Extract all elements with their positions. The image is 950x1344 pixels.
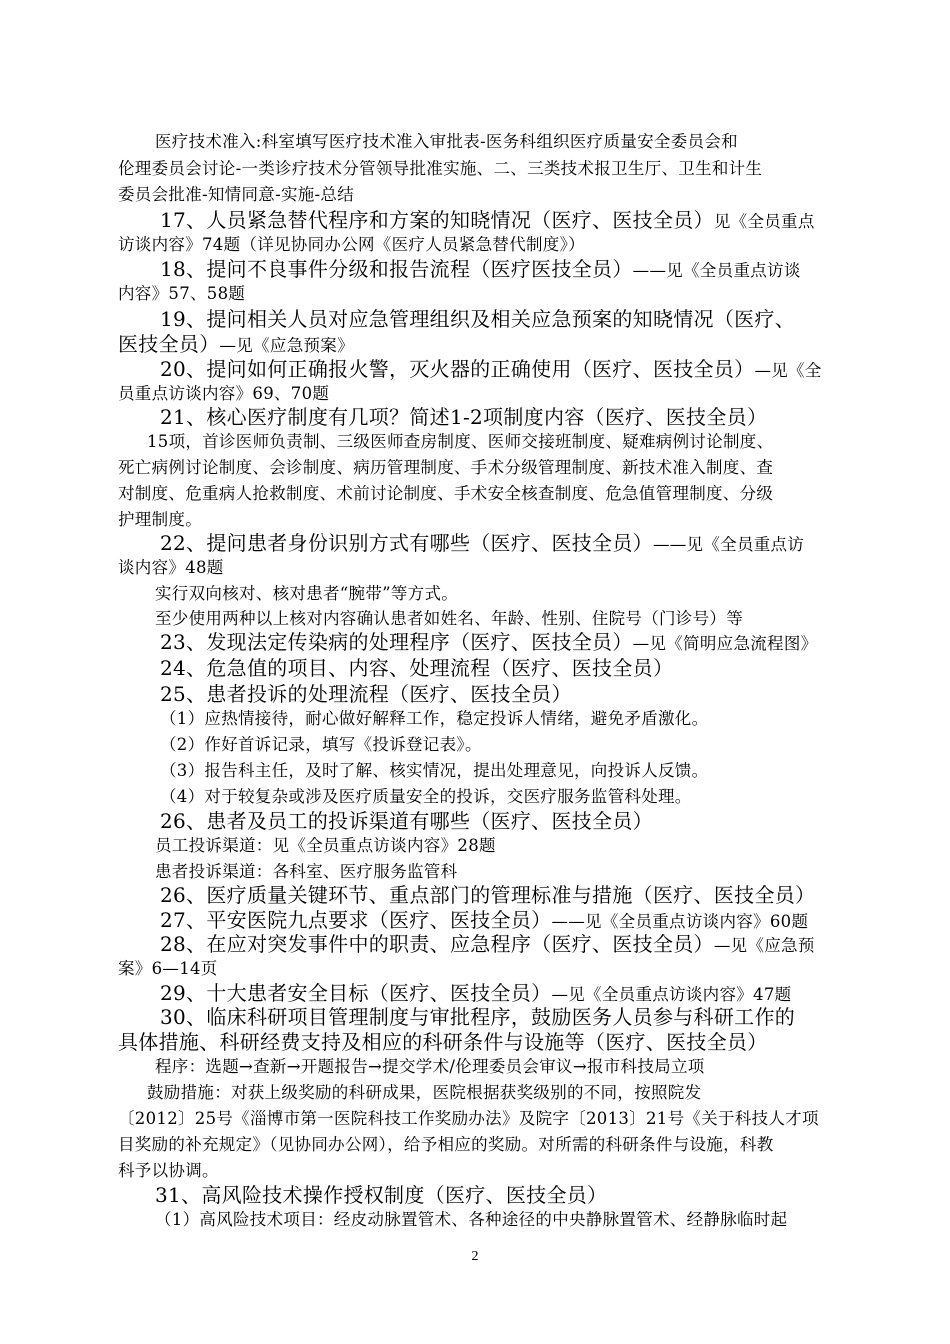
text-line: 死亡病例讨论制度、会诊制度、病历管理制度、手术分级管理制度、新技术准入制度、查 xyxy=(118,458,774,477)
question-25: 25、患者投诉的处理流程（医疗、医技全员） xyxy=(160,682,572,706)
text-line: 患者投诉渠道：各科室、医疗服务监管科 xyxy=(155,862,458,881)
question-26: 26、患者及员工的投诉渠道有哪些（医疗、医技全员） xyxy=(160,809,653,833)
text-line: （1）应热情接待，耐心做好解释工作，稳定投诉人情绪，避免矛盾激化。 xyxy=(160,709,709,728)
question-20: 20、提问如何正确报火警，灭火器的正确使用（医疗、医技全员）—见《全 xyxy=(160,357,822,381)
text-line: 对制度、危重病人抢救制度、术前讨论制度、手术安全核查制度、危急值管理制度、分级 xyxy=(118,484,774,503)
question-30: 30、临床科研项目管理制度与审批程序，鼓励医务人员参与科研工作的 xyxy=(160,1005,796,1029)
text-line: （1）高风险技术项目：经皮动脉置管术、各种途径的中央静脉置管术、经静脉临时起 xyxy=(155,1210,788,1229)
text-line: （4）对于较复杂或涉及医疗质量安全的投诉，交医疗服务监管科处理。 xyxy=(160,787,692,806)
text-line: 伦理委员会讨论-一类诊疗技术分管领导批准实施、二、三类技术报卫生厅、卫生和计生 xyxy=(118,159,763,178)
text-line: 护理制度。 xyxy=(118,510,202,529)
text-line: 员工投诉渠道：见《全员重点访谈内容》28题 xyxy=(155,836,496,855)
question-19: 19、提问相关人员对应急管理组织及相关应急预案的知晓情况（医疗、 xyxy=(160,307,796,331)
text-line: 具体措施、科研经费支持及相应的科研条件与设施等（医疗、医技全员） xyxy=(118,1030,768,1054)
text-line: 至少使用两种以上核对内容确认患者如姓名、年龄、性别、住院号（门诊号）等 xyxy=(155,609,743,628)
text-line: 目奖励的补充规定》（见协同办公网），给予相应的奖励。对所需的科研条件与设施，科教 xyxy=(118,1135,774,1154)
question-18: 18、提问不良事件分级和报告流程（医疗医技全员）——见《全员重点访谈 xyxy=(160,257,801,281)
question-28: 28、在应对突发事件中的职责、应急程序（医疗、医技全员）—见《应急预 xyxy=(160,932,815,956)
text-line: 科予以协调。 xyxy=(118,1161,219,1180)
text-line: 员重点访谈内容》69、70题 xyxy=(118,384,330,403)
text-line: 案》6—14页 xyxy=(118,959,218,978)
page-number: 2 xyxy=(471,1249,479,1264)
question-29: 29、十大患者安全目标（医疗、医技全员）—见《全员重点访谈内容》47题 xyxy=(160,981,792,1005)
text-line: （2）作好首诉记录，填写《投诉登记表》。 xyxy=(160,735,482,754)
text-line: 实行双向核对、核对患者“腕带”等方式。 xyxy=(155,584,459,603)
question-22: 22、提问患者身份识别方式有哪些（医疗、医技全员）——见《全员重点访 xyxy=(160,531,805,555)
text-line: 15项，首诊医师负责制、三级医师查房制度、医师交接班制度、疑难病例讨论制度、 xyxy=(147,432,774,451)
text-line: （3）报告科主任，及时了解、核实情况，提出处理意见，向投诉人反馈。 xyxy=(160,761,709,780)
text-line: 访谈内容》74题（详见协同办公网《医疗人员紧急替代制度》） xyxy=(118,235,585,254)
question-24: 24、危急值的项目、内容、处理流程（医疗、医技全员） xyxy=(160,656,674,680)
text-line: 〔2012〕25号《淄博市第一医院科技工作奖励办法》及院字〔2013〕21号《关于科技人才项 xyxy=(118,1109,819,1128)
text-line: 医技全员）—见《应急预案》 xyxy=(118,332,354,356)
question-23: 23、发现法定传染病的处理程序（医疗、医技全员）—见《简明应急流程图》 xyxy=(160,630,818,654)
question-17: 17、人员紧急替代程序和方案的知晓情况（医疗、医技全员）见《全员重点 xyxy=(160,208,815,232)
text-line: 谈内容》48题 xyxy=(118,558,224,577)
text-line: 医疗技术准入:科室填写医疗技术准入审批表-医务科组织医疗质量安全委员会和 xyxy=(155,132,738,151)
text-line: 鼓励措施：对获上级奖励的科研成果，医院根据获奖级别的不同，按照院发 xyxy=(147,1083,702,1102)
text-line: 程序：选题→查新→开题报告→提交学术/伦理委员会审议→报市科技局立项 xyxy=(155,1057,705,1076)
question-31: 31、高风险技术操作授权制度（医疗、医技全员） xyxy=(155,1183,608,1207)
text-line: 内容》57、58题 xyxy=(118,284,246,303)
text-line: 委员会批准-知情同意-实施-总结 xyxy=(118,185,355,204)
question-27: 27、平安医院九点要求（医疗、医技全员）——见《全员重点访谈内容》60题 xyxy=(160,908,809,932)
question-21: 21、核心医疗制度有几项？简述1-2项制度内容（医疗、医技全员） xyxy=(160,405,768,429)
question-26b: 26、医疗质量关键环节、重点部门的管理标准与措施（医疗、医技全员） xyxy=(160,883,816,907)
